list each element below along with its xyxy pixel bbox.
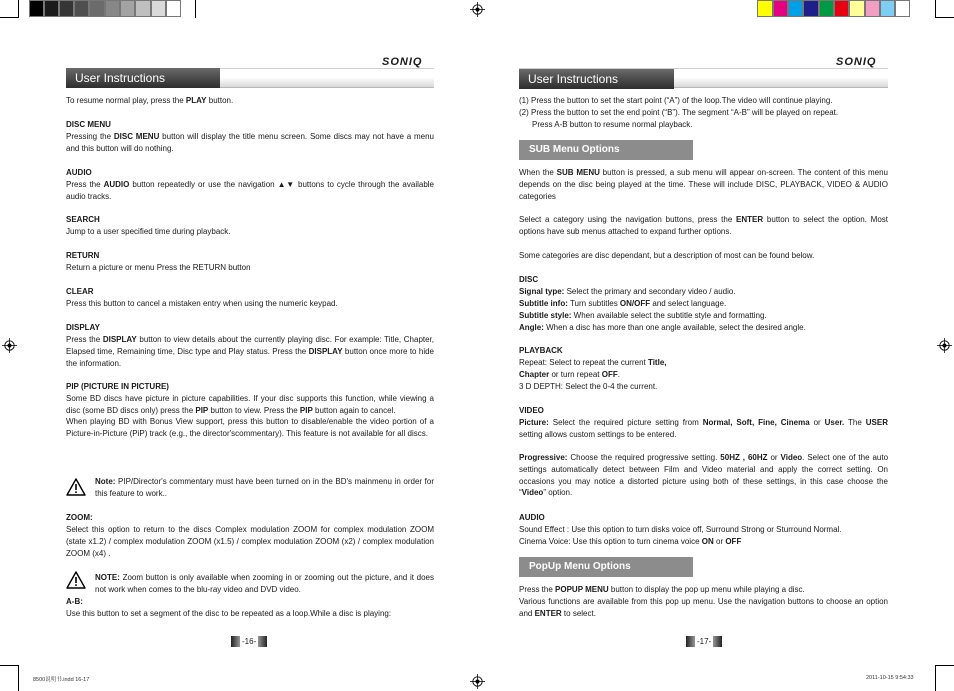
page-number: -16-: [231, 636, 267, 647]
swatch: [135, 0, 151, 17]
crop-mark: [935, 665, 954, 666]
nav-arrows-icon: ▲▼: [277, 180, 295, 189]
page-title: User Instructions: [66, 68, 220, 88]
progressive-paragraph: Progressive: Choose the required progressive setting. 50HZ , 60HZ or Video. Select one of the auto settings automatically detect between Film and Video material and apply the correct setting. On occasions you may notice a distorted picture using both of these settings, in this case choose the “Video” option.: [519, 453, 889, 498]
swatch: [834, 0, 849, 17]
zoom-section: ZOOM: Select this option to return to the discs Complex modulation ZOOM for complex modulation ZOOM (state x1.2) / complex modulation ZOOM (x1.5) / complex modulation ZOOM (x2) / complex modulation ZOOM (x4) .: [66, 513, 434, 558]
page-number: -17-: [686, 636, 722, 647]
pip-section: PIP (PICTURE IN PICTURE) Some BD discs have picture in picture capabilities. If your disc supports this function, while viewing a disc (some BD discs only) press the PIP button to view. Press the PIP button again to cancel. When playing BD with Bonus View support, press this button to disable/enable the video portion of a Picture-in-Picture (PiP) track (e.g., the director'scommentary). This feature is not available for all discs.: [66, 382, 434, 439]
swatch: [819, 0, 834, 17]
swatch: [166, 0, 181, 17]
sub-menu-select: Select a category using the navigation buttons, press the ENTER button to select the option. Most options have sub menus attached to expand further options.: [519, 215, 888, 236]
disc-menu-section: DISC MENU Pressing the DISC MENU button will display the title menu screen. Some discs may not have a menu and this button will do nothing.: [66, 120, 434, 153]
swatch: [74, 0, 89, 17]
swatch: [29, 0, 44, 17]
swatch: [849, 0, 865, 17]
search-section: SEARCH Jump to a user specified time during playback.: [66, 215, 231, 236]
swatch: [880, 0, 895, 17]
pip-note: Note: PIP/Director's commentary must have been turned on in the BD's mainmenu in order for this feature to work..: [95, 477, 434, 498]
page-title: User Instructions: [519, 69, 674, 89]
sub-menu-intro: When the SUB MENU button is pressed, a sub menu will appear on-screen. The content of this menu depends on the disc being played at the time. These will include DISC, PLAYBACK, VIDEO & AUDIO categories: [519, 168, 888, 201]
crop-mark: [0, 17, 18, 18]
playback-section: PLAYBACK Repeat: Select to repeat the current Title, Chapter or turn repeat OFF. 3 D DEPTH: Select the 0-4 the current.: [519, 346, 667, 391]
swatch: [59, 0, 74, 17]
file-slug: 8500说明书.indd 16-17: [33, 677, 90, 683]
audio-settings-section: AUDIO Sound Effect : Use this option to turn disks voice off, Surround Strong or Sturround Normal. Cinema Voice: Use this option to turn cinema voice ON or OFF: [519, 513, 842, 546]
timestamp-slug: 2011-10-15 9:54:33: [866, 675, 914, 681]
swatch: [895, 0, 910, 17]
swatch: [89, 0, 105, 17]
crop-mark: [195, 0, 196, 18]
warning-icon: [66, 477, 86, 497]
sub-menu-note: Some categories are disc dependant, but a description of most can be found below.: [519, 251, 815, 260]
registration-mark-icon: [470, 674, 485, 689]
crop-mark: [935, 17, 954, 18]
audio-section: AUDIO Press the AUDIO button repeatedly or use the navigation ▲▼ buttons to cycle through the available audio tracks.: [66, 168, 434, 201]
clear-section: CLEAR Press this button to cancel a mistaken entry when using the numeric keypad.: [66, 287, 338, 308]
ab-steps: (1) Press the button to set the start point (“A”) of the loop.The video will continue playing. (2) Press the button to set the end point (“B”). The segment “A-B” will be played on repeat. Press A-B button to resume normal playback.: [519, 96, 839, 129]
swatch: [757, 0, 773, 17]
swatch: [151, 0, 166, 17]
registration-mark-icon: [937, 338, 952, 353]
brand-logo: SONIQ: [382, 56, 423, 68]
swatch: [105, 0, 120, 17]
crop-mark: [18, 0, 19, 18]
swatch: [788, 0, 803, 17]
crop-mark: [935, 665, 936, 691]
intro-paragraph: To resume normal play, press the PLAY button.: [66, 96, 234, 105]
brand-logo: SONIQ: [836, 56, 877, 68]
crop-mark: [0, 665, 18, 666]
disc-section: DISC Signal type: Select the primary and secondary video / audio. Subtitle info: Turn subtitles ON/OFF and select language. Subtitle style: When available select the subtitle style and formatting. Angle: When a disc has more than one angle available, select the desired angle.: [519, 275, 806, 332]
popup-menu-options-heading: PopUp Menu Options: [519, 557, 693, 577]
sub-menu-options-heading: SUB Menu Options: [519, 140, 693, 160]
registration-mark-icon: [470, 2, 485, 17]
registration-mark-icon: [2, 338, 17, 353]
zoom-note: NOTE: Zoom button is only available when zooming in or zooming out the picture, and it does not work when comes to the blu-ray video and DVD video.: [95, 573, 434, 594]
swatch: [44, 0, 59, 17]
crop-mark: [18, 665, 19, 691]
swatch: [803, 0, 819, 17]
display-section: DISPLAY Press the DISPLAY button to view details about the currently playing disc. For example: Title, Chapter, Elapsed time, Remaining time, Disc type and Play status. Press the DISPLAY button once more to hide the information.: [66, 323, 435, 368]
swatch: [120, 0, 135, 17]
ab-section: A-B: Use this button to set a segment of the disc to be repeated as a loop.While a disc is playing:: [66, 597, 392, 618]
video-section: VIDEO Picture: Select the required picture setting from Normal, Soft, Fine, Cinema or User. The USER setting allows custom settings to be entered.: [519, 406, 888, 439]
popup-paragraph: Press the POPUP MENU button to display the pop up menu while playing a disc. Various functions are available from this pop up menu. Use the navigation buttons to choose an option and ENTER to select.: [519, 585, 888, 618]
crop-mark: [935, 0, 936, 18]
swatch: [773, 0, 788, 17]
warning-icon: [66, 570, 86, 590]
return-section: RETURN Return a picture or menu Press the RETURN button: [66, 251, 251, 272]
swatch: [865, 0, 880, 17]
